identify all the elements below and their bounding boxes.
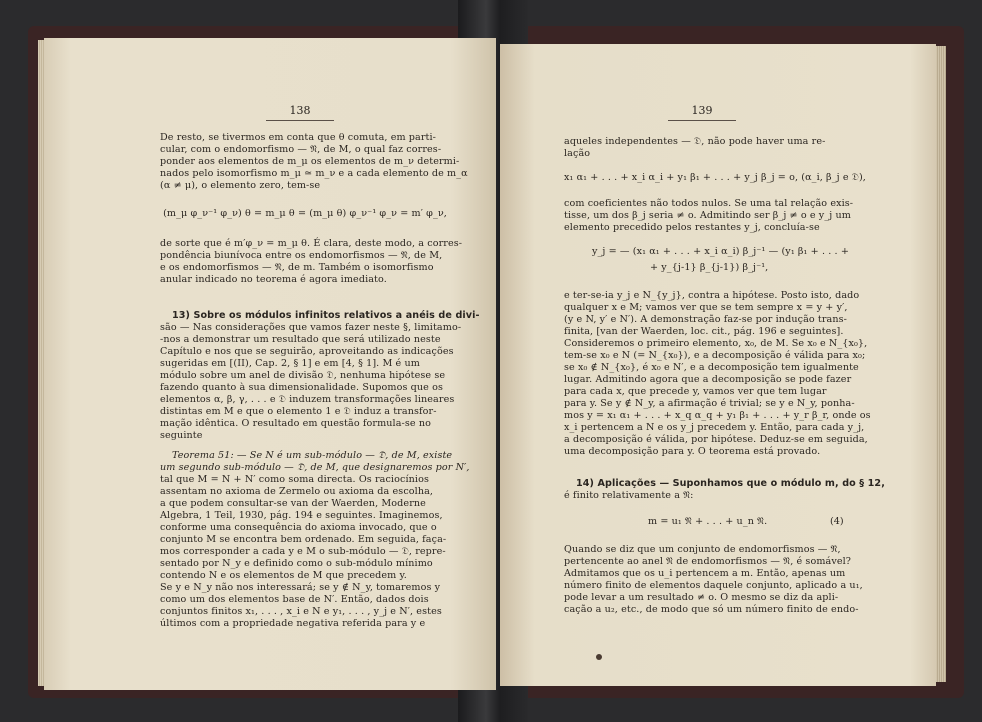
right-line-16: lugar. Admitindo agora que a decomposição se pode fazer: [564, 374, 852, 385]
left-line-24: tal que M = N + N′ como soma directa. Os raciocínios: [160, 474, 429, 485]
right-equation-2b: + y_{j-1} β_{j-1}) β_j⁻¹,: [650, 262, 769, 273]
left-line-16: módulo sobre um anel de divisão 𝔇, nenhuma hipótese se: [160, 370, 446, 381]
right-line-22: uma decomposição para y. O teorema está provado.: [564, 446, 821, 457]
right-line-15: se x₀ ∉ N_{x₀}, é x₀ e N′, e a decomposição tem igualmente: [564, 362, 859, 373]
left-line-26: a que podem consultar-se van der Waerden, Moderne: [160, 498, 426, 509]
left-line-12: são — Nas considerações que vamos fazer neste §, limitamo-: [160, 322, 462, 333]
left-line-35: conjuntos finitos x₁, . . . , x_i e N e y₁, . . . , y_j e N′, estes: [160, 606, 442, 617]
right-line-9: e ter-se-ia y_j e N_{y_j}, contra a hipótese. Posto isto, dado: [564, 290, 860, 301]
left-line-36: últimos com a propriedade negativa referida para y e: [160, 618, 426, 629]
right-line-14: tem-se x₀ e N (= N_{x₀}), e a decomposição é válida para x₀;: [564, 350, 866, 361]
right-line-28: pertencente ao anel 𝔑 de endomorfismos — 𝔑, é somável?: [564, 556, 852, 567]
section-13-heading: 13) Sobre os módulos infinitos relativos a anéis de divi-: [172, 310, 480, 321]
left-line-23: um segundo sub-módulo — 𝔇, de M, que designaremos por N′,: [160, 462, 470, 473]
left-line-17: fazendo quanto à sua dimensionalidade. Supomos que os: [160, 382, 443, 393]
right-line-4: com coeficientes não todos nulos. Se uma tal relação exis-: [564, 198, 854, 209]
right-equation-3: m = u₁ 𝔑 + . . . + u_n 𝔑.: [648, 516, 768, 527]
right-line-10: qualquer x e M; vamos ver que se tem sempre x = y + y′,: [564, 302, 848, 313]
left-line-29: conjunto M se encontra bem ordenado. Em seguida, faça-: [160, 534, 447, 545]
left-line-18: elementos α, β, γ, . . . e 𝔇 induzem transformações lineares: [160, 394, 455, 405]
left-line-13: -nos a demonstrar um resultado que será utilizado neste: [160, 334, 441, 345]
equation-number-4: (4): [830, 516, 844, 527]
left-line-32: contendo N e os elementos de M que precedem y.: [160, 570, 407, 581]
right-line-27: Quando se diz que um conjunto de endomorfismos — 𝔑,: [564, 544, 841, 555]
right-line-13: Consideremos o primeiro elemento, x₀, de M. Se x₀ e N_{x₀},: [564, 338, 868, 349]
right-line-6: elemento precedido pelos restantes y_j, concluía-se: [564, 222, 820, 233]
right-line-17: para cada x, que precede y, vamos ver que tem lugar: [564, 386, 827, 397]
left-line-27: Algebra, 1 Teil, 1930, pág. 194 e seguintes. Imaginemos,: [160, 510, 443, 521]
left-line-9: e os endomorfismos — 𝔑, de m. Também o isomorfismo: [160, 262, 434, 273]
right-line-5: tisse, um dos β_j seria ≠ o. Admitindo ser β_j ≠ o e y_j um: [564, 210, 851, 221]
right-line-2: lação: [564, 148, 591, 159]
left-line-14: Capítulo e nos que se seguirão, aproveitando as indicações: [160, 346, 454, 357]
left-line-5: (α ≠ μ), o elemento zero, tem-se: [160, 180, 321, 191]
left-line-20: mação idêntica. O resultado em questão formula-se no: [160, 418, 431, 429]
right-line-31: pode levar a um resultado ≠ o. O mesmo se diz da apli-: [564, 592, 839, 603]
ink-spot: [596, 654, 602, 660]
left-line-4: nados pelo isomorfismo m_μ ≃ m_ν e a cada elemento de m_α: [160, 168, 468, 179]
left-page-number: 138: [289, 104, 311, 117]
left-line-30: mos corresponder a cada y e M o sub-módulo — 𝔇, repre-: [160, 546, 446, 557]
right-line-11: (y e N, y′ e N′). A demonstração faz-se por indução trans-: [564, 314, 848, 325]
left-line-19: distintas em M e que o elemento 1 e 𝔇 induz a transfor-: [160, 406, 437, 417]
left-line-8: pondência biunívoca entre os endomorfismos — 𝔑, de M,: [160, 250, 443, 261]
left-line-31: sentado por N_y e definido como o sub-módulo mínimo: [160, 558, 433, 569]
left-line-25: assentam no axioma de Zermelo ou axioma da escolha,: [160, 486, 434, 497]
right-line-20: x_i pertencem a N e os y_j precedem y. Então, para cada y_j,: [564, 422, 865, 433]
right-line-24: é finito relativamente a 𝔑:: [564, 490, 694, 501]
left-line-34: como um dos elementos base de N′. Então, dados dois: [160, 594, 429, 605]
right-equation-1: x₁ α₁ + . . . + x_i α_i + y₁ β₁ + . . . + y_j β_j = o, (α_i, β_j e 𝔇),: [564, 172, 866, 183]
left-page: [44, 38, 496, 690]
right-line-30: número finito de elementos daquele conjunto, aplicado a u₁,: [564, 580, 863, 591]
right-line-32: cação a u₂, etc., de modo que só um número finito de endo-: [564, 604, 859, 615]
right-page-edges: [936, 46, 946, 682]
right-page: [500, 44, 936, 686]
right-line-29: Admitamos que os u_i pertencem a m. Então, apenas um: [564, 568, 846, 579]
left-line-15: sugeridas em [(II), Cap. 2, § 1] e em [4, § 1]. M é um: [160, 358, 420, 369]
left-page-number-rule: [266, 120, 334, 121]
left-line-10: anular indicado no teorema é agora imediato.: [160, 274, 387, 285]
right-line-12: finita, [van der Waerden, loc. cit., pág. 196 e seguintes].: [564, 326, 844, 337]
left-line-3: ponder aos elementos de m_μ os elementos de m_ν determi-: [160, 156, 460, 167]
right-line-21: a decomposição é válida, por hipótese. Deduz-se em seguida,: [564, 434, 868, 445]
left-line-33: Se y e N_y não nos interessará; se y ∉ N_y, tomaremos y: [160, 582, 441, 593]
left-line-2: cular, com o endomorfismo — 𝔑, de M, o qual faz corres-: [160, 144, 442, 155]
section-14-heading: 14) Aplicações — Suponhamos que o módulo m, do § 12,: [576, 478, 885, 489]
left-line-28: conforme uma consequência do axioma invocado, que o: [160, 522, 437, 533]
right-page-number: 139: [691, 104, 713, 117]
left-line-1: De resto, se tivermos em conta que θ comuta, em parti-: [160, 132, 437, 143]
right-line-19: mos y = x₁ α₁ + . . . + x_q α_q + y₁ β₁ + . . . + y_r β_r, onde os: [564, 410, 871, 421]
left-line-21: seguinte: [160, 430, 203, 441]
left-line-7: de sorte que é m′φ_ν = m_μ θ. É clara, deste modo, a corres-: [160, 238, 463, 249]
right-equation-2a: y_j = — (x₁ α₁ + . . . + x_i α_i) β_j⁻¹ — (y₁ β₁ + . . . +: [592, 246, 849, 257]
right-page-number-rule: [668, 120, 736, 121]
theorem-51: Teorema 51: — Se N é um sub-módulo — 𝔇, de M, existe: [172, 450, 453, 461]
right-line-1: aqueles independentes — 𝔇, não pode haver uma re-: [564, 136, 826, 147]
right-line-18: para y. Se y ∉ N_y, a afirmação é trivial; se y e N_y, ponha-: [564, 398, 855, 409]
left-equation-1: (m_μ φ_ν⁻¹ φ_ν) θ = m_μ θ = (m_μ θ) φ_ν⁻¹ φ_ν = m′ φ_ν,: [163, 208, 447, 219]
